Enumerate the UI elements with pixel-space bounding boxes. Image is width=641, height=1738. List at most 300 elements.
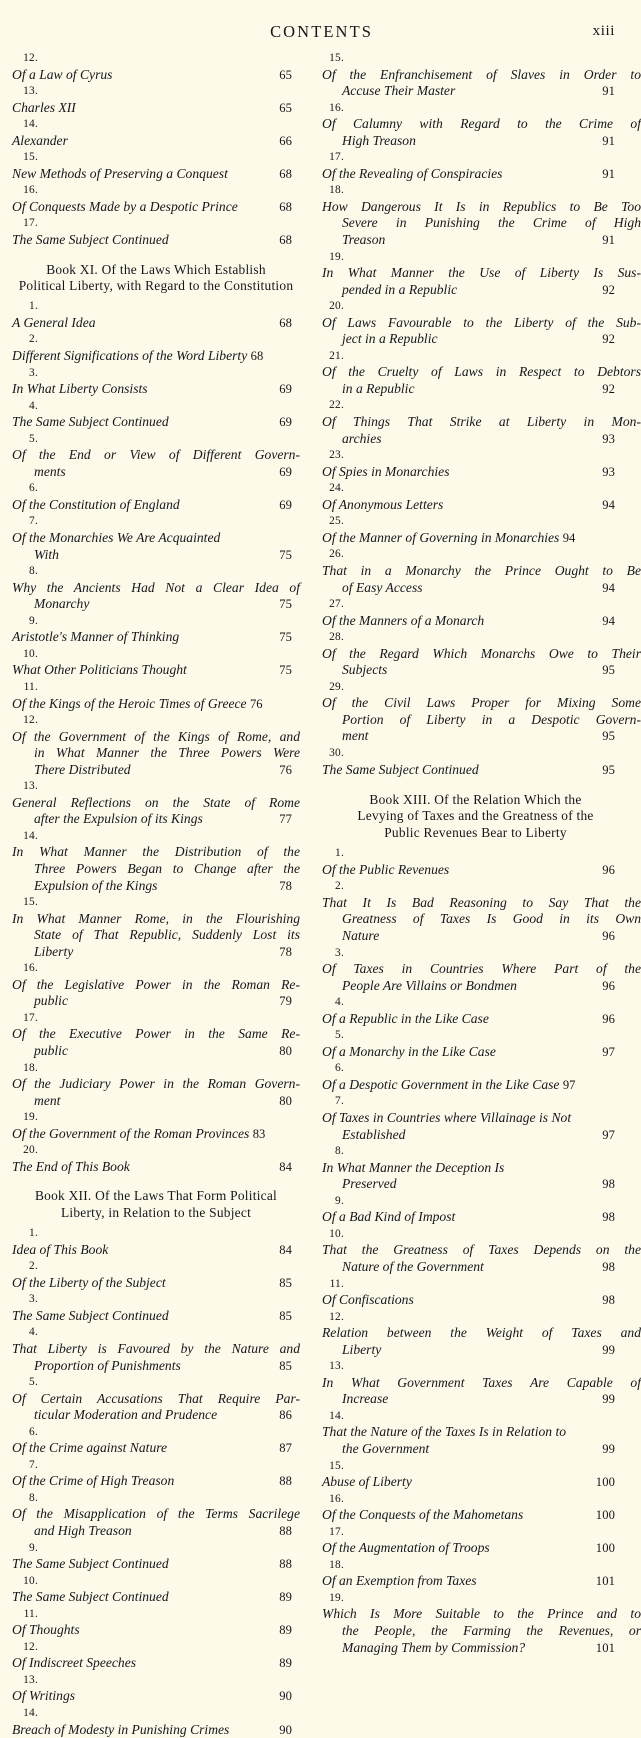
toc-entry-number: 29.	[329, 680, 344, 693]
toc-title-line: after the Expulsion of its Kings	[34, 811, 203, 827]
toc-entry-number: 13.	[23, 1673, 38, 1686]
toc-entry-body	[12, 1473, 300, 1490]
toc-entry-title	[12, 1440, 300, 1457]
toc-title-line: Of the Crime of High Treason	[12, 1473, 175, 1489]
toc-entry-title	[12, 729, 300, 779]
toc-entry-number: 26.	[329, 548, 344, 561]
toc-entry-number: 8.	[335, 1145, 344, 1158]
toc-entry-body	[12, 1440, 300, 1457]
toc-title-line: Of Things That Strike at Liberty in Mon-	[322, 414, 641, 430]
toc-entry[interactable]	[322, 745, 641, 778]
toc-page-number: 92	[602, 332, 615, 347]
toc-entry-number: 13.	[23, 85, 38, 98]
toc-title-line: In What Liberty Consists	[12, 381, 148, 397]
toc-entry[interactable]	[12, 1540, 300, 1573]
toc-entry-number: 18.	[329, 184, 344, 197]
right-column	[300, 50, 641, 1738]
toc-entry[interactable]	[322, 945, 641, 995]
toc-title-line: The End of This Book	[12, 1158, 130, 1174]
toc-entry-body	[12, 1589, 300, 1606]
toc-entry[interactable]	[12, 679, 300, 712]
toc-page-number: 90	[279, 1722, 292, 1737]
toc-entry-body	[12, 100, 300, 117]
toc-entry[interactable]	[322, 546, 641, 596]
toc-entry[interactable]	[322, 596, 641, 629]
toc-entry-number: 16.	[23, 962, 38, 975]
toc-title-line: In What Manner the Use of Liberty Is Sus-	[322, 265, 641, 281]
toc-title-line: Of a Republic in the Like Case	[322, 1010, 489, 1026]
toc-entry[interactable]	[12, 1457, 300, 1490]
toc-entry-title	[12, 795, 300, 828]
toc-page-number: 66	[279, 133, 292, 148]
toc-entry-number: 20.	[23, 1144, 38, 1157]
toc-entry[interactable]	[12, 398, 300, 431]
toc-entry[interactable]	[322, 878, 641, 944]
toc-entry[interactable]	[12, 1672, 300, 1705]
toc-title-line: Of Anonymous Letters	[322, 496, 444, 512]
toc-page-number: 75	[279, 663, 292, 678]
toc-page-number: 99	[602, 1441, 615, 1456]
toc-entry[interactable]	[12, 960, 300, 1010]
toc-entry-title	[12, 1242, 300, 1259]
toc-entry[interactable]	[12, 1573, 300, 1606]
book-heading-line: Book XI. Of the Laws Which Establish	[46, 261, 266, 277]
toc-entry[interactable]	[12, 1109, 300, 1142]
toc-page-number: 75	[279, 597, 292, 612]
toc-page-number: 83	[252, 1126, 266, 1141]
toc-title-line: The Same Subject Continued	[12, 1307, 169, 1323]
toc-page-number: 96	[602, 1011, 615, 1026]
toc-entry-title	[12, 1275, 300, 1292]
toc-entry-title	[12, 100, 300, 117]
toc-title-line: Aristotle's Manner of Thinking	[12, 629, 180, 645]
toc-entry-number: 3.	[335, 946, 344, 959]
toc-title-line: Accuse Their Master	[342, 83, 456, 99]
toc-entry[interactable]	[12, 778, 300, 828]
toc-entry-body	[12, 1242, 300, 1259]
toc-title-line: and High Treason	[34, 1523, 132, 1539]
contents-columns	[0, 50, 641, 1738]
book-heading-line: Public Revenues Bear to Liberty	[384, 824, 567, 840]
toc-entry[interactable]	[12, 1142, 300, 1175]
toc-title-line: Of a Despotic Government in the Like Case 97	[322, 1076, 576, 1092]
toc-title-line: That the Greatness of Taxes Depends on the	[322, 1242, 641, 1258]
toc-entry-body	[12, 696, 300, 713]
toc-title-line: Why the Ancients Had Not a Clear Idea of	[12, 579, 300, 595]
toc-entry[interactable]	[12, 1291, 300, 1324]
toc-page-number: 68	[279, 199, 292, 214]
toc-page-number: 96	[602, 862, 615, 877]
toc-title-line: in a Republic	[342, 380, 415, 396]
toc-title-line: Established	[342, 1126, 406, 1142]
toc-entry-title	[12, 662, 300, 679]
toc-page-number: 101	[595, 1640, 615, 1655]
toc-entry-number: 11.	[23, 680, 38, 693]
toc-page-number: 75	[279, 547, 292, 562]
toc-page-number: 99	[602, 1392, 615, 1407]
toc-title-line: ticular Moderation and Prudence	[34, 1407, 218, 1423]
toc-entry[interactable]	[322, 845, 641, 878]
toc-page-number: 93	[602, 431, 615, 446]
toc-entry[interactable]	[322, 1193, 641, 1226]
toc-entry[interactable]	[12, 365, 300, 398]
toc-title-line: Of Taxes in Countries Where Part of the	[322, 961, 641, 977]
toc-entry-number: 3.	[29, 366, 38, 379]
toc-title-line: High Treason	[342, 132, 416, 148]
toc-title-line: Of the Augmentation of Troops	[322, 1540, 490, 1556]
toc-entry-number: 10.	[23, 647, 38, 660]
toc-title-line: People Are Villains or Bondmen	[342, 977, 517, 993]
toc-entry-body	[12, 1275, 300, 1292]
toc-entry[interactable]	[322, 447, 641, 480]
toc-entry-title	[12, 844, 300, 894]
toc-entry[interactable]	[12, 83, 300, 116]
toc-page-number: 77	[279, 812, 292, 827]
toc-title-line: Expulsion of the Kings	[34, 877, 158, 893]
toc-entry-title	[12, 348, 300, 365]
toc-entry[interactable]	[12, 1606, 300, 1639]
toc-title-line: The Same Subject Continued	[12, 1556, 169, 1572]
toc-page-number: 101	[595, 1574, 615, 1589]
toc-entry[interactable]	[322, 1524, 641, 1557]
toc-page-number: 95	[602, 729, 615, 744]
toc-entry-body	[12, 1506, 300, 1539]
toc-entry-title	[322, 530, 641, 547]
toc-title-line: Idea of This Book	[12, 1241, 109, 1257]
toc-title-line: Of Thoughts	[12, 1622, 80, 1638]
toc-entry[interactable]	[322, 480, 641, 513]
toc-title-line: Of the Legislative Power in the Roman Re-	[12, 976, 300, 992]
toc-entry[interactable]	[12, 646, 300, 679]
toc-entry-number: 3.	[29, 1293, 38, 1306]
toc-entry-number: 4.	[335, 996, 344, 1009]
toc-page-number: 89	[279, 1656, 292, 1671]
toc-page-number: 98	[602, 1259, 615, 1274]
toc-entry-body	[322, 530, 641, 547]
toc-title-line: That Liberty is Favoured by the Nature and	[12, 1341, 300, 1356]
toc-page-number: 84	[279, 1242, 292, 1257]
toc-entry-number: 7.	[335, 1095, 344, 1108]
toc-entry-number: 28.	[329, 631, 344, 644]
toc-title-line: Of the Manner of Governing in Monarchies 94	[322, 529, 576, 545]
toc-title-line: Increase	[342, 1391, 389, 1407]
book-heading-line: Book XIII. Of the Relation Which the	[369, 792, 582, 808]
toc-title-line: public	[34, 993, 68, 1009]
toc-entry-title	[12, 1473, 300, 1490]
toc-entry-body	[12, 530, 300, 563]
toc-entry[interactable]	[322, 149, 641, 182]
toc-entry[interactable]	[322, 1093, 641, 1143]
toc-title-line: Liberty	[342, 1341, 382, 1357]
toc-entry[interactable]	[12, 513, 300, 563]
toc-entry[interactable]	[322, 50, 641, 100]
toc-entry-number: 12.	[23, 714, 38, 727]
toc-page-number: 88	[279, 1474, 292, 1489]
toc-entry[interactable]	[12, 712, 300, 778]
toc-entry[interactable]	[322, 1590, 641, 1656]
toc-page-number: 69	[279, 382, 292, 397]
toc-page-number: 76	[279, 762, 292, 777]
toc-title-line: Of the Conquests of the Mahometans	[322, 1507, 524, 1523]
toc-entry-title	[12, 1391, 300, 1424]
toc-page-number: 92	[602, 282, 615, 297]
toc-entry[interactable]	[12, 149, 300, 182]
toc-page-number: 89	[279, 1590, 292, 1605]
toc-title-line: in What Manner the Three Powers Were	[34, 745, 300, 761]
toc-entry-body	[12, 580, 300, 613]
toc-title-line: In What Government Taxes Are Capable of	[322, 1374, 641, 1390]
toc-entry[interactable]	[12, 50, 300, 83]
toc-entry[interactable]	[322, 1143, 641, 1193]
toc-entry[interactable]	[322, 513, 641, 546]
toc-entry-body	[12, 133, 300, 150]
toc-page-number: 95	[602, 663, 615, 678]
toc-title-line: Nature of the Government	[342, 1258, 484, 1274]
toc-entry-title	[12, 447, 300, 480]
book-heading-line: Levying of Taxes and the Greatness of the	[357, 808, 594, 824]
toc-entry[interactable]	[322, 182, 641, 248]
toc-entry[interactable]	[322, 397, 641, 447]
toc-title-line: Portion of Liberty in a Despotic Govern-	[342, 711, 641, 727]
toc-entry-body	[12, 381, 300, 398]
toc-entry[interactable]	[12, 1010, 300, 1060]
book-heading-line: Political Liberty, with Regard to the Constitution	[18, 277, 294, 293]
toc-entry-body	[12, 629, 300, 646]
toc-entry-number: 24.	[329, 482, 344, 495]
toc-title-line: A General Idea	[12, 314, 96, 330]
toc-title-line: That the Nature of the Taxes Is in Relation to	[322, 1424, 567, 1440]
toc-page-number: 91	[602, 84, 615, 99]
toc-entry[interactable]	[12, 116, 300, 149]
toc-page-number: 68	[279, 233, 292, 248]
toc-entry[interactable]	[12, 1424, 300, 1457]
toc-title-line: the People, the Farming the Revenues, or	[342, 1622, 641, 1638]
toc-title-line: In What Manner the Distribution of the	[12, 844, 300, 860]
toc-entry-number: 14.	[23, 118, 38, 131]
toc-entry[interactable]	[322, 679, 641, 745]
toc-entry-body	[12, 447, 300, 480]
toc-entry-body	[12, 1655, 300, 1672]
toc-entry[interactable]	[12, 1258, 300, 1291]
toc-entry[interactable]	[322, 1458, 641, 1491]
toc-page-number: 80	[279, 1093, 292, 1108]
toc-entry-body	[12, 1722, 300, 1738]
toc-entry[interactable]	[322, 1276, 641, 1309]
page-title: CONTENTS	[270, 22, 374, 41]
toc-entry-title	[12, 1341, 300, 1374]
toc-title-line: Of the Revealing of Conspiracies	[322, 165, 503, 181]
toc-entry-body	[12, 232, 300, 249]
toc-title-line: of Easy Access	[342, 579, 423, 595]
toc-title-line: Different Significations of the Word Liberty 68	[12, 348, 264, 364]
toc-entry-title	[12, 315, 300, 332]
toc-entry[interactable]	[322, 994, 641, 1027]
toc-entry-number: 6.	[29, 1425, 38, 1438]
toc-entry-number: 13.	[23, 780, 38, 793]
toc-page-number: 96	[602, 978, 615, 993]
toc-page-number: 98	[602, 1177, 615, 1192]
toc-entry-number: 11.	[329, 1277, 344, 1290]
toc-title-line: Of Calumny with Regard to the Crime of	[322, 116, 641, 132]
toc-page-number: 75	[279, 630, 292, 645]
toc-entry-title	[12, 1589, 300, 1606]
toc-entry[interactable]	[12, 1324, 300, 1374]
toc-title-line: General Reflections on the State of Rome	[12, 794, 300, 810]
toc-entry[interactable]	[12, 1225, 300, 1258]
toc-page-number: 90	[279, 1689, 292, 1704]
toc-entry-number: 15.	[23, 151, 38, 164]
toc-title-line: Three Powers Began to Change after the	[34, 860, 300, 876]
toc-title-line: Of the Constitution of England	[12, 496, 180, 512]
toc-page-number: 92	[602, 381, 615, 396]
toc-page-number: 69	[279, 415, 292, 430]
toc-entry-number: 2.	[29, 333, 38, 346]
toc-page-number: 99	[602, 1342, 615, 1357]
toc-title-line: Which Is More Suitable to the Prince and to	[322, 1606, 641, 1622]
toc-title-line: Of Certain Accusations That Require Par-	[12, 1390, 300, 1406]
toc-title-line: The Same Subject Continued	[12, 1589, 169, 1605]
toc-title-line: Alexander	[12, 132, 68, 148]
toc-entry[interactable]	[12, 828, 300, 894]
toc-entry-number: 20.	[329, 300, 344, 313]
toc-page-number: 88	[279, 1524, 292, 1539]
toc-entry-number: 15.	[23, 896, 38, 909]
toc-entry[interactable]	[12, 613, 300, 646]
toc-entry[interactable]	[322, 348, 641, 398]
toc-title-line: Of Conquests Made by a Despotic Prince	[12, 198, 238, 214]
toc-page-number: 97	[602, 1044, 615, 1059]
toc-entry-number: 15.	[329, 52, 344, 64]
toc-entry[interactable]	[322, 1309, 641, 1359]
toc-entry-number: 8.	[29, 1491, 38, 1504]
toc-page-number: 91	[602, 133, 615, 148]
toc-entry[interactable]	[12, 182, 300, 215]
toc-entry-number: 16.	[329, 1492, 344, 1505]
toc-entry-number: 12.	[23, 52, 38, 64]
toc-page-number: 97	[602, 1127, 615, 1142]
toc-title-line: Of the Monarchies We Are Acquainted	[12, 530, 221, 546]
toc-title-line: Of a Law of Cyrus	[12, 66, 113, 82]
toc-page-number: 68	[279, 315, 292, 330]
toc-entry[interactable]	[322, 1060, 641, 1093]
toc-title-line: Of Spies in Monarchies	[322, 463, 450, 479]
toc-entry-number: 13.	[329, 1360, 344, 1373]
toc-entry[interactable]	[322, 629, 641, 679]
toc-entry-number: 27.	[329, 598, 344, 611]
toc-title-line: Severe in Punishing the Crime of High	[342, 215, 641, 231]
toc-page-number: 100	[595, 1475, 615, 1490]
toc-entry[interactable]	[12, 1639, 300, 1672]
toc-entry-title	[12, 67, 300, 84]
toc-entry-number: 25.	[329, 515, 344, 528]
toc-entry[interactable]	[12, 1060, 300, 1110]
toc-entry-number: 18.	[23, 1061, 38, 1074]
toc-entry[interactable]	[322, 249, 641, 299]
toc-entry-title	[12, 977, 300, 1010]
toc-entry-body	[12, 1341, 300, 1374]
toc-entry-body	[12, 1076, 300, 1109]
toc-page-number: 69	[279, 497, 292, 512]
toc-entry-number: 17.	[23, 217, 38, 230]
toc-entry[interactable]	[12, 215, 300, 248]
toc-entry-body	[12, 911, 300, 961]
toc-page-number: 89	[279, 1623, 292, 1638]
toc-entry[interactable]	[322, 100, 641, 150]
toc-entry[interactable]	[322, 1408, 641, 1458]
toc-entry[interactable]	[12, 894, 300, 960]
toc-title-line: The Same Subject Continued	[322, 761, 479, 777]
toc-title-line: Of Confiscations	[322, 1292, 414, 1308]
toc-entry[interactable]	[12, 563, 300, 613]
toc-entry[interactable]	[322, 1027, 641, 1060]
toc-entry-body	[12, 795, 300, 828]
toc-entry-number: 11.	[23, 1607, 38, 1620]
toc-page-number: 80	[279, 1043, 292, 1058]
toc-entry-body	[12, 315, 300, 332]
toc-page-number: 96	[602, 929, 615, 944]
book-heading-line: Liberty, in Relation to the Subject	[60, 1204, 252, 1220]
toc-entry-body	[12, 414, 300, 431]
toc-entry[interactable]	[322, 1226, 641, 1276]
toc-entry-title	[12, 530, 300, 563]
toc-page-number: 94	[602, 613, 615, 628]
toc-entry-title	[12, 1308, 300, 1325]
toc-entry-body	[12, 1026, 300, 1059]
toc-title-line: New Methods of Preserving a Conquest	[12, 165, 228, 181]
book-heading	[322, 792, 641, 841]
toc-title-line: State of That Republic, Suddenly Lost its	[34, 927, 300, 943]
toc-entry[interactable]	[12, 480, 300, 513]
toc-entry-title	[12, 1688, 300, 1705]
toc-entry-number: 9.	[335, 1194, 344, 1207]
toc-title-line: Of a Monarchy in the Like Case	[322, 1043, 496, 1059]
toc-title-line: Abuse of Liberty	[322, 1474, 412, 1490]
toc-page-number: 100	[595, 1508, 615, 1523]
toc-page-number: 97	[562, 1077, 576, 1092]
toc-title-line: Treason	[342, 232, 386, 248]
toc-entry-body	[12, 166, 300, 183]
toc-page-number: 87	[279, 1441, 292, 1456]
toc-entry[interactable]	[322, 298, 641, 348]
toc-page-number: 94	[602, 497, 615, 512]
toc-entry-number: 12.	[329, 1310, 344, 1323]
toc-entry[interactable]	[12, 331, 300, 364]
toc-entry-number: 17.	[329, 1525, 344, 1538]
toc-entry-number: 7.	[29, 1458, 38, 1471]
toc-entry[interactable]	[12, 1490, 300, 1540]
toc-entry[interactable]	[12, 1705, 300, 1738]
toc-entry-number: 19.	[329, 250, 344, 263]
toc-entry-number: 23.	[329, 449, 344, 462]
left-column	[0, 50, 300, 1738]
toc-entry[interactable]	[322, 1358, 641, 1408]
toc-entry[interactable]	[322, 1491, 641, 1524]
toc-entry[interactable]	[12, 431, 300, 481]
toc-title-line: Subjects	[342, 662, 388, 678]
toc-title-line: Of the Government of the Kings of Rome, and	[12, 728, 300, 744]
toc-entry[interactable]	[12, 1374, 300, 1424]
toc-entry-title	[12, 1655, 300, 1672]
toc-entry-body	[12, 1126, 300, 1143]
toc-entry[interactable]	[322, 1557, 641, 1590]
toc-entry-number: 2.	[29, 1260, 38, 1273]
toc-page-number: 98	[602, 1210, 615, 1225]
toc-entry[interactable]	[12, 298, 300, 331]
toc-title-line: archies	[342, 430, 382, 446]
folio-number: xiii	[592, 23, 615, 39]
toc-entry-body	[12, 1308, 300, 1325]
toc-page-number: 68	[279, 166, 292, 181]
